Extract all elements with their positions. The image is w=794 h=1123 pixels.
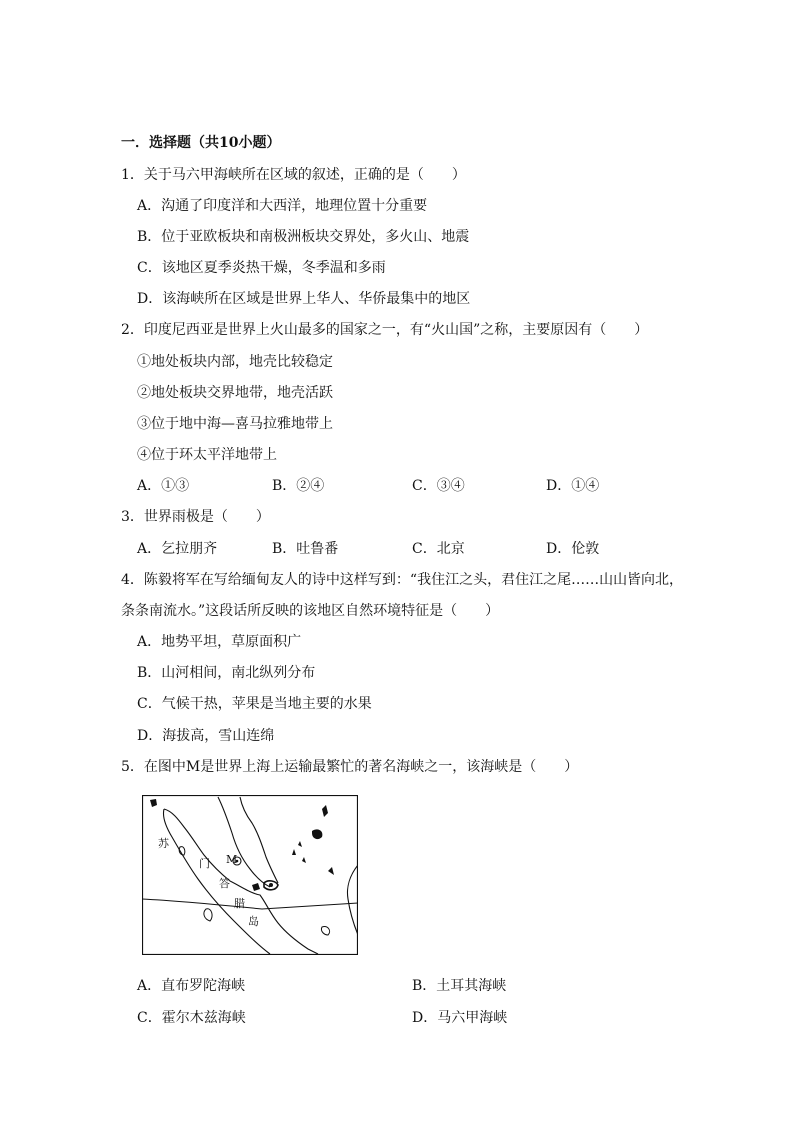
map-label-men: 门 [199,857,210,870]
question-3-option-b: B．吐鲁番 [272,541,339,557]
question-2-statement-3: ③位于地中海—喜马拉雅地带上 [137,416,333,432]
question-4-option-c: C．气候干热，苹果是当地主要的水果 [137,696,372,712]
question-1-option-d: D．该海峡所在区域是世界上华人、华侨最集中的地区 [137,291,471,307]
question-2-stem: 2．印度尼西亚是世界上火山最多的国家之一，有“火山国”之称，主要原因有（ ） [121,322,649,338]
question-2-option-b: B．②④ [272,478,325,494]
question-5-stem: 5．在图中M是世界上海上运输最繁忙的著名海峡之一，该海峡是（ ） [121,759,579,775]
map-label-m: M [226,853,238,866]
map-label-da: 答 [219,877,230,890]
question-5-option-d: D．马六甲海峡 [412,1010,508,1026]
question-1-option-c: C．该地区夏季炎热干燥，冬季温和多雨 [137,260,386,276]
question-3-option-d: D．伦敦 [546,541,600,557]
map-label-dao: 岛 [248,915,259,928]
question-2-option-d: D．①④ [546,478,600,494]
question-1-option-b: B．位于亚欧板块和南极洲板块交界处，多火山、地震 [137,229,470,245]
question-1-option-a: A．沟通了印度洋和大西洋，地理位置十分重要 [137,198,428,214]
map-label-la: 腊 [234,897,245,910]
question-2-option-c: C．③④ [412,478,465,494]
question-4-stem-line-2: 条条南流水。”这段话所反映的该地区自然环境特征是（ ） [121,603,500,619]
question-4-option-b: B．山河相间，南北纵列分布 [137,665,316,681]
question-2-statement-1: ①地处板块内部，地壳比较稳定 [137,354,333,370]
question-3-stem: 3．世界雨极是（ ） [121,509,270,525]
question-5-option-c: C．霍尔木兹海峡 [137,1010,246,1026]
strait-map [142,795,358,955]
question-2-statement-2: ②地处板块交界地带，地壳活跃 [137,385,333,401]
question-5-option-b: B．土耳其海峡 [412,978,507,994]
question-2-statement-4: ④位于环太平洋地带上 [137,447,277,463]
question-1-stem: 1．关于马六甲海峡所在区域的叙述，正确的是（ ） [121,167,466,183]
question-4-option-d: D．海拔高，雪山连绵 [137,728,275,744]
question-4-stem-line-1: 4．陈毅将军在写给缅甸友人的诗中这样写到：“我住江之头，君住江之尾……山山皆向北， [121,572,684,588]
question-3-option-c: C．北京 [412,541,465,557]
question-5-option-a: A．直布罗陀海峡 [137,978,246,994]
question-4-option-a: A．地势平坦，草原面积广 [137,634,302,650]
map-label-su: 苏 [158,837,169,850]
section-title: 一．选择题（共10小题） [121,135,281,151]
question-3-option-a: A．乞拉朋齐 [137,541,218,557]
question-2-option-a: A．①③ [137,478,190,494]
